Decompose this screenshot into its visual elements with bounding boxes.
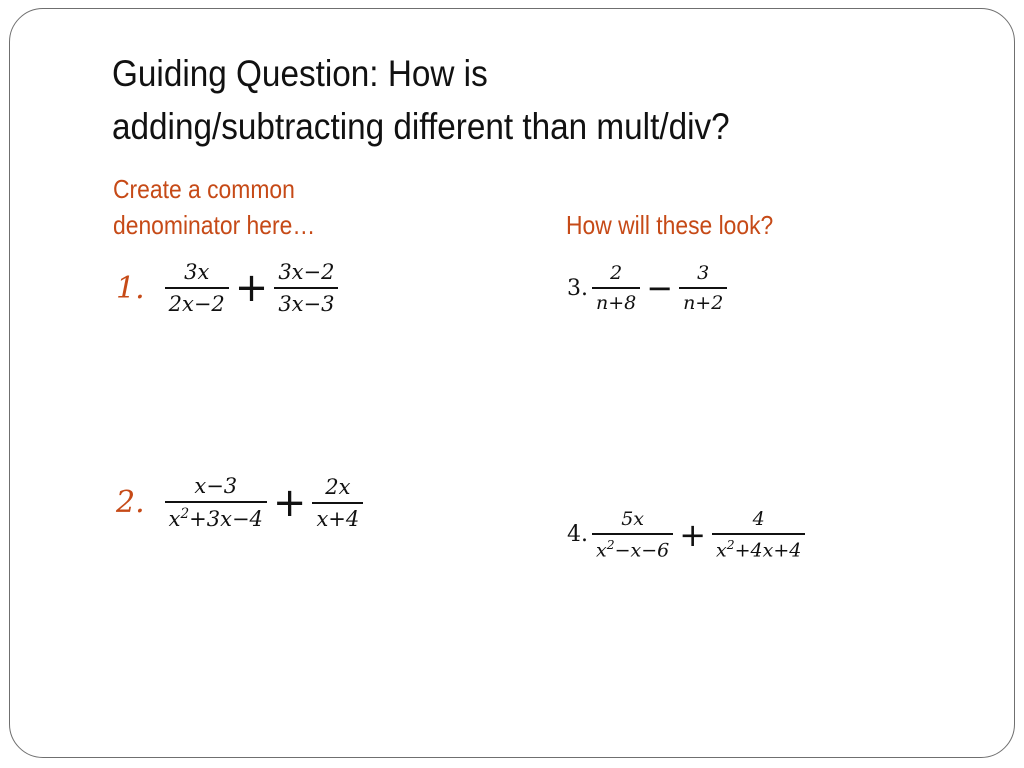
denominator: 2x−2	[165, 287, 229, 316]
problem-4	[567, 508, 805, 561]
problem-number: 2.	[116, 485, 145, 520]
denominator	[165, 501, 267, 531]
denominator: 3x−3	[274, 287, 338, 316]
fraction	[274, 260, 338, 316]
problem-number: 1.	[116, 270, 145, 306]
fraction	[165, 260, 229, 316]
left-column-heading	[113, 171, 315, 243]
problem-3	[567, 262, 727, 314]
operator: +	[679, 515, 707, 554]
numerator: 3	[697, 262, 710, 284]
denominator	[712, 533, 805, 561]
fraction	[312, 475, 363, 531]
denominator-base: x	[596, 539, 607, 562]
operator: +	[272, 479, 307, 526]
denominator-rest: +4x+4	[734, 539, 802, 562]
problem-number: 4.	[567, 522, 588, 548]
title-line-2: adding/subtracting different than mult/div?	[112, 106, 730, 147]
denominator-rest: +3x−4	[189, 507, 263, 531]
denominator: n+8	[592, 287, 640, 314]
slide-title	[112, 47, 904, 153]
denominator	[592, 533, 673, 561]
problem-2	[116, 474, 363, 531]
denominator: x+4	[312, 502, 363, 531]
denominator-rest: −x−6	[614, 539, 670, 562]
exponent: 2	[606, 538, 615, 552]
problem-number: 3.	[567, 275, 588, 301]
fraction	[592, 262, 640, 314]
fraction	[679, 262, 727, 314]
problem-1	[116, 260, 338, 316]
numerator: 2	[610, 262, 623, 284]
numerator: 2x	[325, 474, 351, 499]
exponent: 2	[726, 538, 735, 552]
fraction	[165, 474, 267, 531]
exponent: 2	[180, 506, 190, 522]
denominator-base: x	[716, 539, 727, 562]
denominator: n+2	[679, 287, 727, 314]
title-line-1: Guiding Question: How is	[112, 53, 488, 94]
denominator-base: x	[168, 507, 181, 531]
numerator: 4	[752, 508, 765, 530]
left-heading-line-1: Create a common	[113, 174, 295, 204]
operator: −	[646, 269, 674, 307]
left-heading-line-2: denominator here…	[113, 210, 316, 240]
numerator: 5x	[621, 508, 645, 530]
numerator: 3x−2	[278, 260, 335, 284]
right-column-heading: How will these look?	[566, 210, 774, 240]
fraction	[712, 508, 805, 561]
fraction	[592, 508, 673, 561]
operator: +	[234, 265, 269, 311]
numerator: x−3	[194, 474, 238, 498]
numerator: 3x	[184, 260, 210, 284]
